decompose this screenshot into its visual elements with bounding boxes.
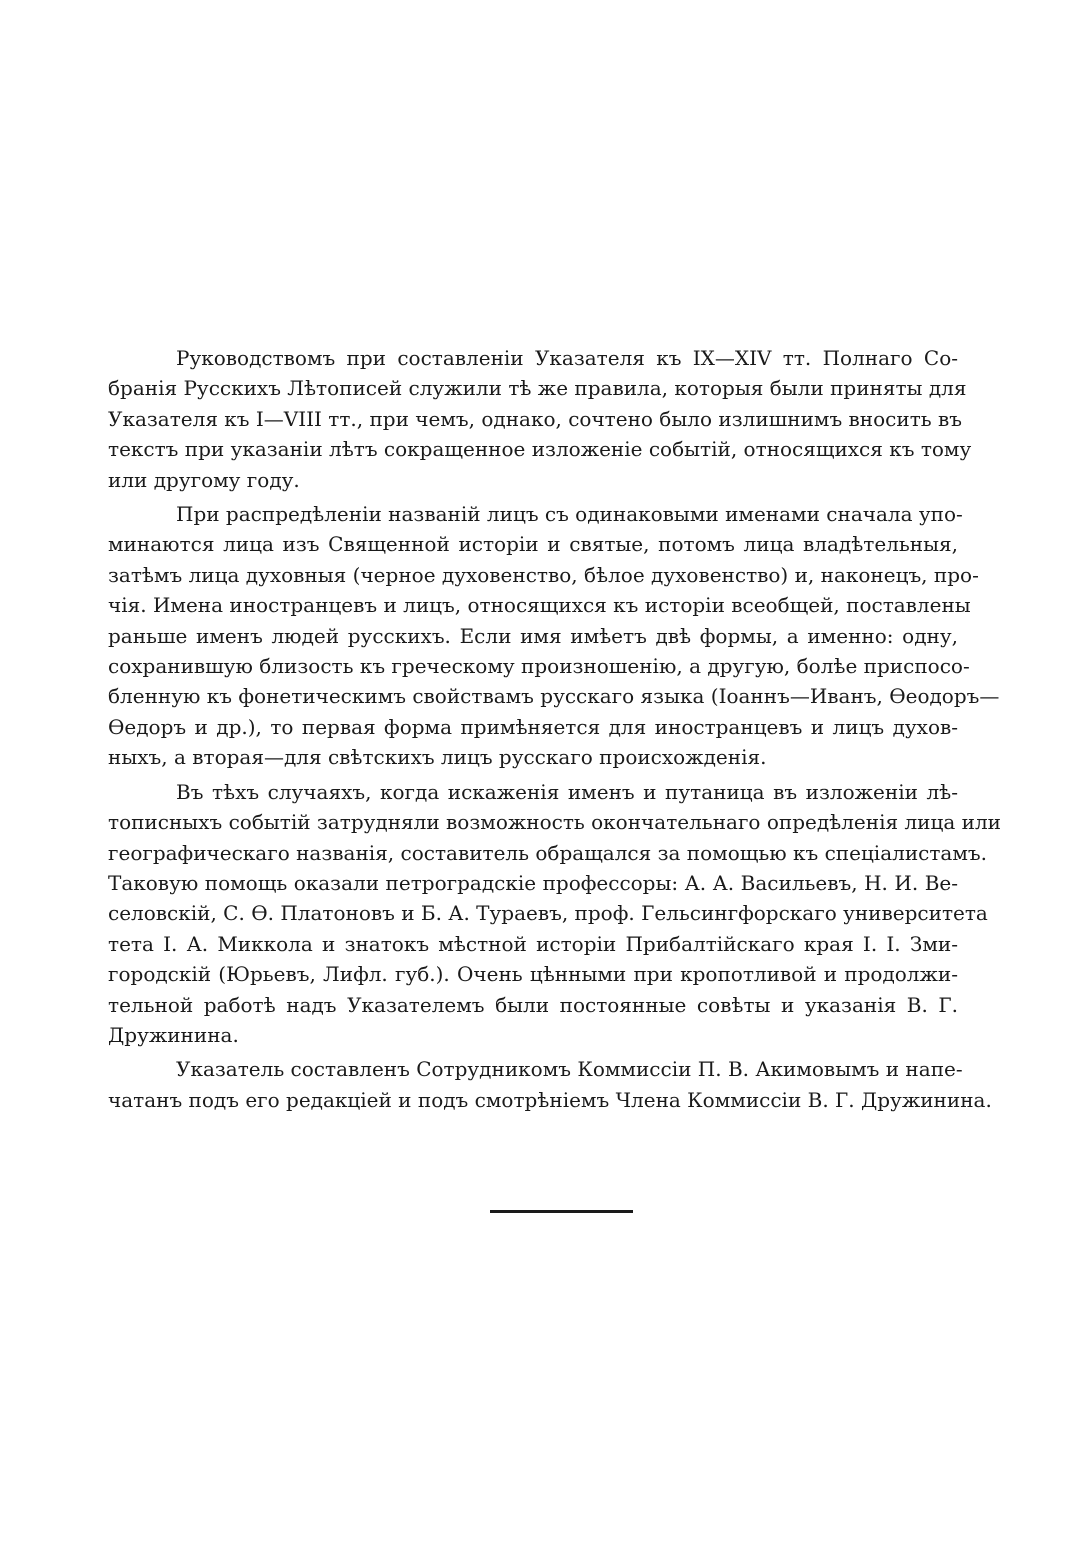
text-line: Указателя къ I—VIII тт., при чемъ, однако, сочтено было излишнимъ вносить въ (108, 406, 962, 431)
text-line: Таковую помощь оказали петроградскіе профессоры: А. А. Васильевъ, Н. И. Ве- (108, 870, 958, 895)
text-line: При распредѣленіи названій лицъ съ одинаковыми именами сначала упо- (176, 502, 963, 527)
text-line: селовскій, С. Ѳ. Платоновъ и Б. А. Тураевъ, проф. Гельсингфорскаго университета (108, 901, 988, 926)
text-line: чатанъ подъ его редакціей и подъ смотрѣніемъ Члена Коммиссіи В. Г. Дружинина. (108, 1087, 992, 1112)
text-line: Ѳедоръ и др.), то первая форма примѣняется для иностранцевъ и лицъ духов- (108, 714, 958, 739)
paragraph-compiler (108, 1054, 992, 1115)
paragraph-specialists (108, 777, 1001, 1051)
paragraph-methodology (108, 343, 972, 495)
text-line: бленную къ фонетическимъ свойствамъ русскаго языка (Іоаннъ—Иванъ, Ѳеодоръ— (108, 684, 1000, 709)
text-line: или другому году. (108, 467, 300, 492)
paragraph-name-ordering (108, 499, 1000, 773)
text-line: тельной работѣ надъ Указателемъ были постоянные совѣты и указанія В. Г. (108, 992, 958, 1017)
text-line: бранія Русскихъ Лѣтописей служили тѣ же правила, которыя были приняты для (108, 376, 967, 401)
text-line: раньше именъ людей русскихъ. Если имя имѣетъ двѣ формы, а именно: одну, (108, 623, 958, 648)
text-line: сохранившую близость къ греческому произношенію, а другую, болѣе приспосо- (108, 654, 970, 679)
text-line: затѣмъ лица духовныя (черное духовенство, бѣлое духовенство) и, наконецъ, про- (108, 562, 979, 587)
text-line: городскій (Юрьевъ, Лифл. губ.). Очень цѣнными при кропотливой и продолжи- (108, 962, 958, 987)
text-line: текстъ при указаніи лѣтъ сокращенное изложеніе событій, относящихся къ тому (108, 437, 972, 462)
text-line: Въ тѣхъ случаяхъ, когда искаженія именъ и путаница въ изложеніи лѣ- (176, 779, 958, 804)
text-line: минаются лица изъ Священной исторіи и святые, потомъ лица владѣтельныя, (108, 532, 958, 557)
text-line: Дружинина. (108, 1022, 239, 1047)
text-line: ныхъ, а вторая—для свѣтскихъ лицъ русскаго происхожденія. (108, 745, 767, 770)
closing-rule (490, 1210, 633, 1213)
text-line: чія. Имена иностранцевъ и лицъ, относящихся къ исторіи всеобщей, поставлены (108, 593, 971, 618)
text-line: Указатель составленъ Сотрудникомъ Коммиссіи П. В. Акимовымъ и напе- (176, 1057, 963, 1082)
text-line: Руководствомъ при составленіи Указателя къ IX—XIV тт. Полнаго Со- (176, 346, 958, 370)
text-line: географическаго названія, составитель обращался за помощью къ спеціалистамъ. (108, 840, 987, 865)
text-line: тета І. А. Миккола и знатокъ мѣстной исторіи Прибалтійскаго края І. І. Зми- (108, 931, 958, 956)
text-line: тописныхъ событій затрудняли возможность окончательнаго опредѣленія лица или (108, 810, 1001, 835)
document-text (108, 343, 1001, 1115)
